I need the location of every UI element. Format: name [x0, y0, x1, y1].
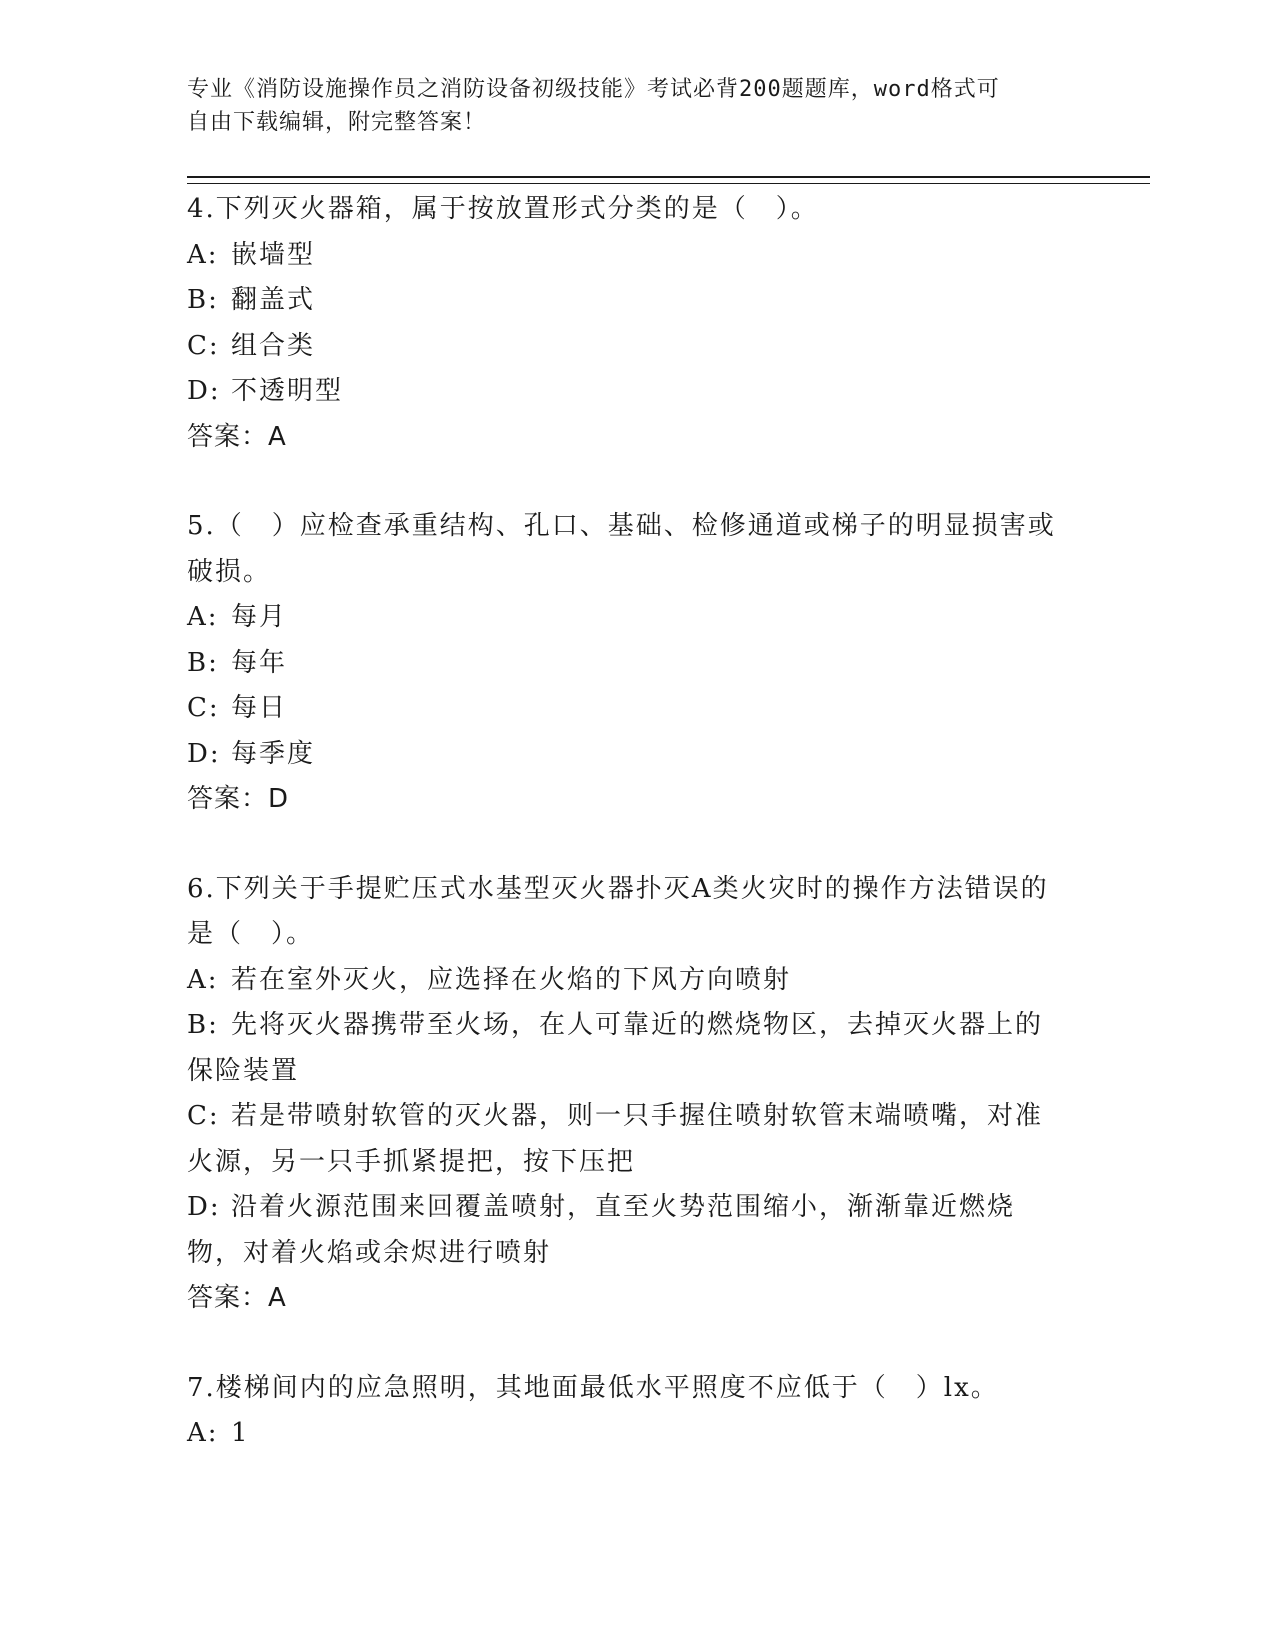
- question-7: [187, 1366, 1067, 1457]
- option-key: B:: [187, 1010, 219, 1040]
- option-b: [187, 641, 1067, 687]
- option-key: D:: [187, 1192, 221, 1222]
- question-5: [187, 504, 1067, 823]
- option-key: B:: [187, 285, 219, 315]
- option-b: [187, 1003, 1067, 1094]
- option-text: 嵌墙型: [231, 239, 316, 270]
- answer-line: 答案：D: [187, 784, 290, 814]
- answer-line: 答案：A: [187, 1283, 287, 1313]
- option-c: [187, 324, 1067, 370]
- option-b: [187, 278, 1067, 324]
- option-a: [187, 1411, 1067, 1457]
- option-key: D:: [187, 738, 221, 769]
- option-key: A:: [187, 602, 219, 632]
- document-header: [187, 73, 1067, 139]
- question-stem: 4.下列灭火器箱，属于按放置形式分类的是（ ）。: [187, 194, 819, 224]
- option-key: C:: [187, 1101, 220, 1131]
- question-4: [187, 187, 1067, 460]
- header-divider: [187, 176, 1150, 184]
- option-key: A:: [187, 964, 219, 995]
- option-key: C:: [187, 330, 220, 361]
- option-d: [187, 1185, 1067, 1276]
- option-key: B:: [187, 647, 219, 678]
- option-text: 每月: [231, 602, 288, 632]
- option-text: 不透明型: [231, 376, 344, 406]
- question-stem: 7.楼梯间内的应急照明，其地面最低水平照度不应低于（ ）lx。: [187, 1372, 999, 1403]
- header-line-2: 自由下载编辑，附完整答案！: [187, 110, 487, 135]
- question-6: [187, 867, 1067, 1322]
- option-key: A:: [187, 1418, 219, 1448]
- option-text: 每季度: [231, 738, 316, 769]
- option-text: 先将灭火器携带至火场，在人可靠近的燃烧物区，去掉灭火器上的保险装置: [187, 1010, 1044, 1086]
- option-text: 若是带喷射软管的灭火器，则一只手握住喷射软管末端喷嘴，对准火源，另一只手抓紧提把，按下压把: [187, 1101, 1044, 1177]
- question-stem: 5.（ ）应检查承重结构、孔口、基础、检修通道或梯子的明显损害或破损。: [187, 511, 1056, 587]
- option-c: [187, 686, 1067, 732]
- option-d: [187, 369, 1067, 415]
- option-key: D:: [187, 376, 221, 406]
- option-text: 翻盖式: [231, 285, 316, 315]
- option-a: [187, 595, 1067, 641]
- option-key: C:: [187, 693, 220, 723]
- option-text: 每年: [231, 647, 288, 678]
- option-key: A:: [187, 239, 219, 270]
- option-text: 若在室外灭火，应选择在火焰的下风方向喷射: [231, 964, 792, 995]
- answer-line: 答案：A: [187, 421, 287, 452]
- option-text: 1: [231, 1418, 250, 1448]
- option-text: 沿着火源范围来回覆盖喷射，直至火势范围缩小，渐渐靠近燃烧物，对着火焰或余烬进行喷射: [187, 1192, 1016, 1268]
- option-a: [187, 233, 1067, 279]
- option-text: 组合类: [231, 330, 316, 361]
- option-d: [187, 732, 1067, 778]
- option-c: [187, 1094, 1067, 1185]
- question-list: [187, 187, 1067, 1501]
- header-line-1: 专业《消防设施操作员之消防设备初级技能》考试必背200题题库，word格式可: [187, 77, 1000, 102]
- question-stem: 6.下列关于手提贮压式水基型灭火器扑灭A类火灾时的操作方法错误的是（ ）。: [187, 873, 1049, 949]
- option-text: 每日: [231, 693, 288, 723]
- option-a: [187, 958, 1067, 1004]
